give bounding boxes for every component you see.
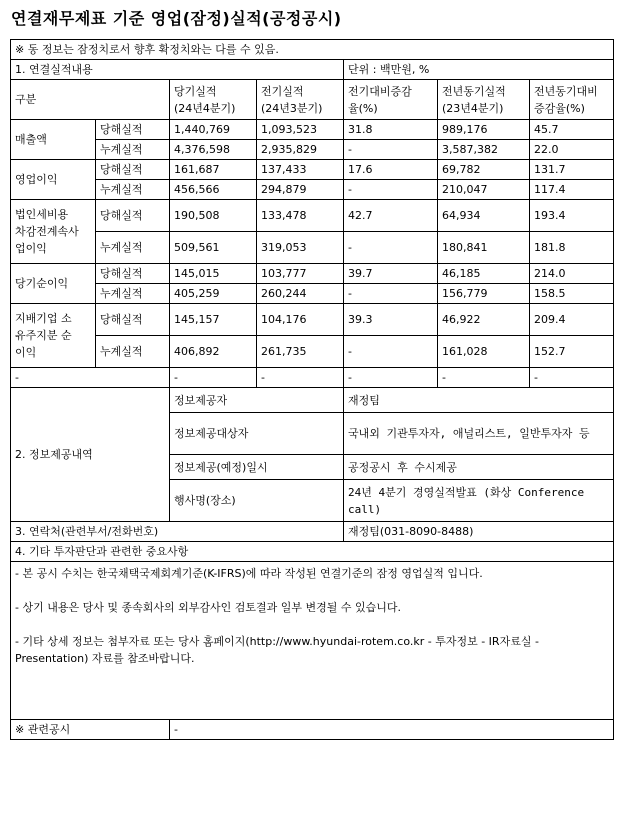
- row-group-label-line: 업이익: [15, 242, 47, 255]
- previous-value: 103,777: [257, 264, 344, 284]
- header-qoq-line2: 율(%): [348, 101, 378, 115]
- yoy-rate: 158.5: [530, 284, 614, 304]
- row-type: 누계실적: [96, 180, 170, 200]
- yoy-value: 69,782: [438, 160, 530, 180]
- row-type: 당해실적: [96, 160, 170, 180]
- current-value: 190,508: [170, 200, 257, 232]
- row-group-label-line: 지배기업 소: [15, 312, 72, 325]
- section4-body: [11, 562, 614, 720]
- row-group-label: [11, 304, 96, 368]
- current-value: 405,259: [170, 284, 257, 304]
- qoq-rate: -: [344, 180, 438, 200]
- previous-value: 261,735: [257, 336, 344, 368]
- section1-label: 1. 연결실적내용: [11, 60, 344, 80]
- header-current-label: 당기실적: [174, 84, 217, 98]
- schedule-label: 정보제공(예정)일시: [170, 455, 344, 480]
- yoy-rate: 117.4: [530, 180, 614, 200]
- provider-label: 정보제공자: [170, 388, 344, 413]
- yoy-rate: 131.7: [530, 160, 614, 180]
- section3-label: 3. 연락처(관련부서/전화번호): [11, 522, 344, 542]
- yoy-value: 156,779: [438, 284, 530, 304]
- section2-label: 2. 정보제공내역: [11, 388, 170, 522]
- empty-cell: -: [257, 368, 344, 388]
- previous-value: 104,176: [257, 304, 344, 336]
- qoq-rate: 31.8: [344, 120, 438, 140]
- section4-label: 4. 기타 투자판단과 관련한 중요사항: [11, 542, 614, 562]
- previous-value: 137,433: [257, 160, 344, 180]
- row-type: 당해실적: [96, 264, 170, 284]
- yoy-value: 210,047: [438, 180, 530, 200]
- qoq-rate: -: [344, 140, 438, 160]
- qoq-rate: -: [344, 336, 438, 368]
- yoy-rate: 214.0: [530, 264, 614, 284]
- header-row: [11, 80, 614, 120]
- yoy-value: 46,185: [438, 264, 530, 284]
- yoy-rate: 209.4: [530, 304, 614, 336]
- row-group-label-line: 매출액: [15, 133, 47, 146]
- schedule-value: 공정공시 후 수시제공: [344, 455, 614, 480]
- row-type: 당해실적: [96, 200, 170, 232]
- header-qoq-line1: 전기대비증감: [348, 84, 412, 98]
- header-yoy-rate-line2: 증감율(%): [534, 101, 585, 115]
- target-label: 정보제공대상자: [170, 413, 344, 455]
- previous-value: 1,093,523: [257, 120, 344, 140]
- empty-cell: -: [344, 368, 438, 388]
- empty-cell: -: [11, 368, 170, 388]
- current-value: 1,440,769: [170, 120, 257, 140]
- empty-row: [11, 368, 614, 388]
- header-yoy-label: 전년동기실적: [442, 84, 506, 98]
- row-type: 누계실적: [96, 232, 170, 264]
- empty-cell: -: [170, 368, 257, 388]
- header-current: [170, 80, 257, 120]
- yoy-rate: 22.0: [530, 140, 614, 160]
- event-value: 24년 4분기 경영실적발표 (화상 Conference call): [344, 480, 614, 522]
- target-value: 국내외 기관투자자, 애널리스트, 일반투자자 등: [344, 413, 614, 455]
- notice-text: ※ 동 정보는 잠정치로서 향후 확정치와는 다를 수 있음.: [11, 40, 614, 60]
- yoy-value: 64,934: [438, 200, 530, 232]
- header-qoq: [344, 80, 438, 120]
- header-current-period: (24년4분기): [174, 101, 236, 115]
- qoq-rate: 17.6: [344, 160, 438, 180]
- row-group-label: [11, 120, 96, 160]
- header-category: 구분: [11, 80, 170, 120]
- table-row: [11, 284, 614, 304]
- header-previous: [257, 80, 344, 120]
- previous-value: 260,244: [257, 284, 344, 304]
- empty-cell: -: [438, 368, 530, 388]
- note-paragraph-2: - 상기 내용은 당사 및 종속회사의 외부감사인 검토결과 일부 변경될 수 있습니다.: [15, 601, 401, 614]
- qoq-rate: -: [344, 232, 438, 264]
- qoq-rate: 39.7: [344, 264, 438, 284]
- table-row: [11, 120, 614, 140]
- qoq-rate: 42.7: [344, 200, 438, 232]
- current-value: 509,561: [170, 232, 257, 264]
- header-yoy-rate-line1: 전년동기대비: [534, 84, 598, 98]
- previous-value: 319,053: [257, 232, 344, 264]
- row-group-label-line: 법인세비용: [15, 208, 69, 221]
- row-type: 당해실적: [96, 304, 170, 336]
- provider-value: 재정팀: [344, 388, 614, 413]
- row-type: 당해실적: [96, 120, 170, 140]
- row-group-label-line: 유주지분 순: [15, 329, 72, 342]
- related-value: -: [170, 720, 614, 740]
- current-value: 406,892: [170, 336, 257, 368]
- row-group-label: [11, 264, 96, 304]
- yoy-value: 3,587,382: [438, 140, 530, 160]
- header-yoy: [438, 80, 530, 120]
- yoy-rate: 193.4: [530, 200, 614, 232]
- row-group-label-line: 당기순이익: [15, 277, 69, 290]
- event-label: 행사명(장소): [170, 480, 344, 522]
- table-row: [11, 140, 614, 160]
- header-yoy-rate: [530, 80, 614, 120]
- yoy-value: 161,028: [438, 336, 530, 368]
- table-row: [11, 160, 614, 180]
- header-yoy-period: (23년4분기): [442, 101, 504, 115]
- related-label: ※ 관련공시: [11, 720, 170, 740]
- note-paragraph-1: - 본 공시 수치는 한국채택국제회계기준(K-IFRS)에 따라 작성된 연결기준의 잠정 영업실적 입니다.: [15, 567, 483, 580]
- previous-value: 133,478: [257, 200, 344, 232]
- row-group-label: [11, 160, 96, 200]
- current-value: 145,015: [170, 264, 257, 284]
- row-type: 누계실적: [96, 140, 170, 160]
- yoy-value: 46,922: [438, 304, 530, 336]
- current-value: 456,566: [170, 180, 257, 200]
- current-value: 145,157: [170, 304, 257, 336]
- table-row: [11, 304, 614, 336]
- table-row: [11, 264, 614, 284]
- table-row: [11, 200, 614, 232]
- unit-label: 단위 : 백만원, %: [344, 60, 614, 80]
- yoy-rate: 152.7: [530, 336, 614, 368]
- row-type: 누계실적: [96, 336, 170, 368]
- yoy-rate: 45.7: [530, 120, 614, 140]
- note-paragraph-3: - 기타 상세 정보는 첨부자료 또는 당사 홈페이지(http://www.hyundai-rotem.co.kr - 투자정보 - IR자료실 - Presentation) 자료를 참조바랍니다.: [15, 635, 539, 665]
- contact-value: 재정팀(031-8090-8488): [344, 522, 614, 542]
- header-previous-label: 전기실적: [261, 84, 304, 98]
- row-group-label-line: 차감전계속사: [15, 225, 79, 238]
- yoy-value: 180,841: [438, 232, 530, 264]
- current-value: 161,687: [170, 160, 257, 180]
- qoq-rate: -: [344, 284, 438, 304]
- yoy-value: 989,176: [438, 120, 530, 140]
- table-row: [11, 336, 614, 368]
- yoy-rate: 181.8: [530, 232, 614, 264]
- row-group-label-line: 이익: [15, 346, 37, 359]
- previous-value: 2,935,829: [257, 140, 344, 160]
- empty-cell: -: [530, 368, 614, 388]
- row-type: 누계실적: [96, 284, 170, 304]
- table-row: [11, 232, 614, 264]
- row-group-label-line: 영업이익: [15, 173, 58, 186]
- qoq-rate: 39.3: [344, 304, 438, 336]
- row-group-label: [11, 200, 96, 264]
- disclosure-table: [10, 39, 614, 740]
- current-value: 4,376,598: [170, 140, 257, 160]
- table-row: [11, 180, 614, 200]
- previous-value: 294,879: [257, 180, 344, 200]
- page-title: 연결재무제표 기준 영업(잠정)실적(공정공시): [11, 9, 342, 28]
- header-previous-period: (24년3분기): [261, 101, 323, 115]
